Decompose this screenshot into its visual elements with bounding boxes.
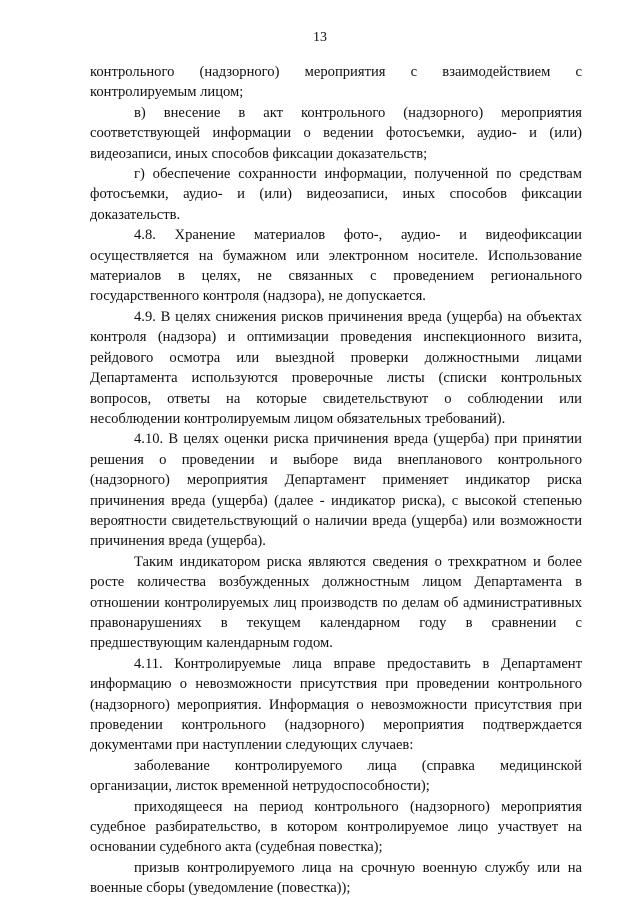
document-body (90, 62, 582, 899)
paragraph-continuation: контрольного (надзорного) мероприятия с взаимодействием с контролируемым лицом; (90, 64, 582, 101)
paragraph-risk-indicator: Таким индикатором риска являются сведения о трехкратном и более росте количества возбужденных должностным лицом Департамента в отношении контролируемых лиц производств по делам об административных правонарушениях в текущем календарном году в сравнении с предшествующим календарным годом. (90, 553, 582, 652)
paragraph-4-8: 4.8. Хранение материалов фото-, аудио- и видеофиксации осуществляется на бумажном или электронном носителе. Использование материалов в целях, не связанных с проведением регионального государственного контроля (надзора), не допускается. (90, 227, 582, 305)
paragraph-case-court: приходящееся на период контрольного (надзорного) мероприятия судебное разбирательство, в котором контролируемое лицо участвует на основании судебного акта (судебная повестка); (90, 798, 582, 856)
paragraph-case-illness: заболевание контролируемого лица (справка медицинской организации, листок временной нетрудоспособности); (90, 757, 582, 795)
paragraph-item-g: г) обеспечение сохранности информации, полученной по средствам фотосъемки, аудио- и (или) видеозаписи, иных способов фиксации доказательств. (90, 166, 582, 223)
paragraph-item-v: в) внесение в акт контрольного (надзорного) мероприятия соответствующей информации о ведении фотосъемки, аудио- и (или) видеозаписи, иных способов фиксации доказательств; (90, 104, 582, 162)
paragraph-4-11: 4.11. Контролируемые лица вправе предоставить в Департамент информацию о невозможности присутствия при проведении контрольного (надзорного) мероприятия. Информация о невозможности присутствия при проведении контрольного (надзорного) мероприятия подтверждается документами при наступлении следующих случаев: (90, 655, 582, 754)
paragraph-4-9: 4.9. В целях снижения рисков причинения вреда (ущерба) на объектах контроля (надзора) и оптимизации проведения инспекционного визита, рейдового осмотра или выездной проверки должностными лицами Департамента используются проверочные листы (списки контрольных вопросов, ответы на которые свидетельствуют о соблюдении или несоблюдении контролируемым лицом обязательных требований). (90, 308, 582, 427)
paragraph-case-military: призыв контролируемого лица на срочную военную службу или на военные сборы (уведомление (повестка)); (90, 859, 582, 897)
page-number: 13 (313, 30, 327, 45)
paragraph-4-10: 4.10. В целях оценки риска причинения вреда (ущерба) при принятии решения о проведении и выборе вида внепланового контрольного (надзорного) мероприятия Департамент применяет индикатор риска причинения вреда (ущерба) (далее - индикатор риска), с высокой степенью вероятности свидетельствующий о наличии вреда (ущерба) или возможности причинения вреда (ущерба). (90, 431, 582, 550)
